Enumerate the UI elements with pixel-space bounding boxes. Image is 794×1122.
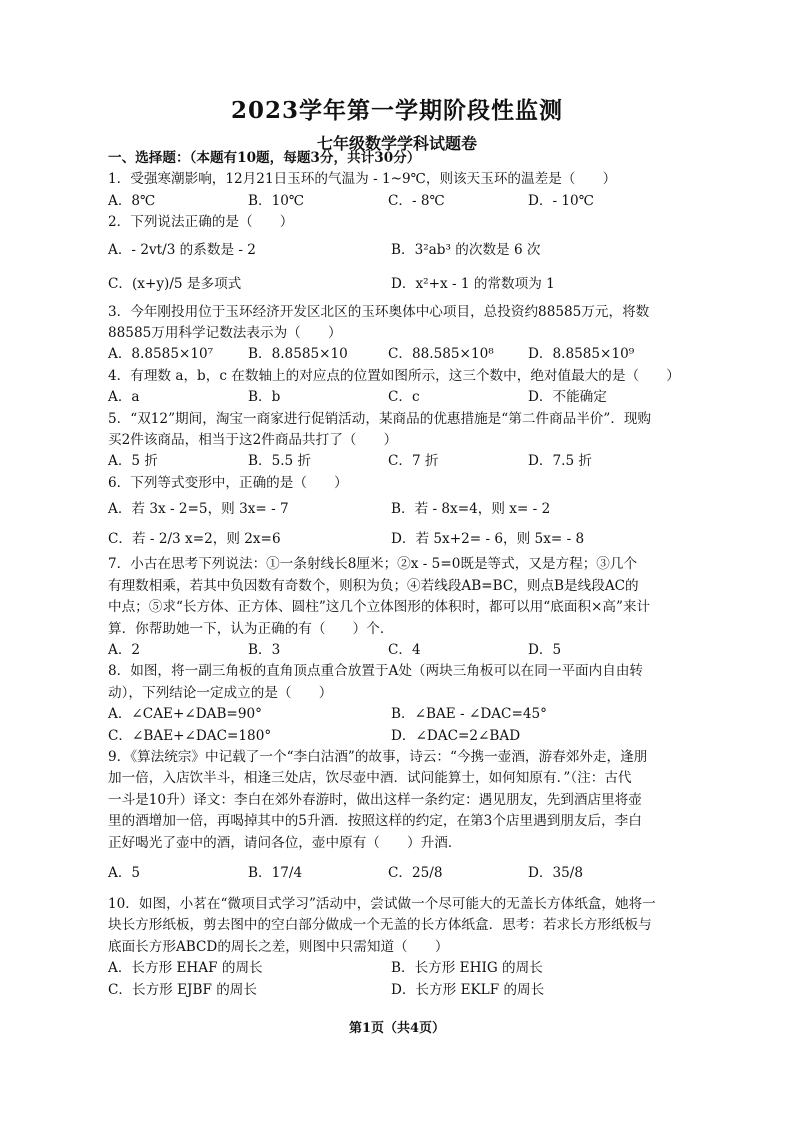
question-1-options <box>108 191 698 212</box>
option-b: B．17/4 <box>248 865 303 882</box>
option-a: A．5 折 <box>108 453 158 470</box>
option-d: D．∠DAC=2∠BAD <box>391 727 521 744</box>
question-7-options <box>108 640 698 661</box>
page-footer: 第1页（共4页） <box>348 1021 446 1036</box>
question-9-line-2: 加一倍，入店饮半斗，相逢三处店，饮尽壶中酒．试问能算士，如何知原有．”（注：古代 <box>108 770 632 787</box>
question-10-line-2: 块长方形纸板，剪去图中的空白部分做成一个无盖的长方体纸盒．思考：若求长方形纸板与 <box>108 917 652 934</box>
option-d: D．长方形 EKLF 的周长 <box>391 981 545 998</box>
question-10-options-row2 <box>108 980 698 1001</box>
option-a: A．a <box>108 389 140 406</box>
option-c: C．25/8 <box>388 865 443 882</box>
question-2-options-row1 <box>108 234 698 268</box>
option-b: B．若 - 8x=4，则 x= - 2 <box>391 500 551 517</box>
question-3-line-1: 3．今年刚投用位于玉环经济开发区北区的玉环奥体中心项目，总投资约88585万元，将数 <box>108 303 650 320</box>
question-9-line-5: 正好喝光了壶中的酒，请问各位，壶中原有（ ）升酒． <box>108 834 462 851</box>
option-c: C．88.585×10⁸ <box>388 346 494 363</box>
option-d: D．- 10℃ <box>528 192 594 209</box>
question-4-stem: 4．有理数 a，b，c 在数轴上的对应点的位置如图所示，这三个数中，绝对值最大的是（ ） <box>108 367 680 384</box>
option-c: C．长方形 EJBF 的周长 <box>108 981 257 998</box>
option-b: B．∠BAE - ∠DAC=45° <box>391 706 547 723</box>
question-7-line-1: 7．小古在思考下列说法：①一条射线长8厘米；②x - 5=0既是等式，又是方程；③几个 <box>108 556 638 573</box>
option-c: C．- 8℃ <box>388 192 445 209</box>
option-c: C．若 - 2/3 x=2，则 2x=6 <box>108 530 281 547</box>
question-1-stem: 1．受强寒潮影响，12月21日玉环的气温为 - 1~9℃，则该天玉环的温差是（ ） <box>108 171 617 188</box>
option-c: C．(x+y)/5 是多项式 <box>108 275 242 292</box>
option-d: D．5 <box>528 641 562 658</box>
question-6-options-row1 <box>108 494 698 524</box>
option-b: B．长方形 EHIG 的周长 <box>391 960 543 977</box>
option-b: B．5.5 折 <box>248 453 312 470</box>
question-8-options-row1 <box>108 704 698 725</box>
option-d: D．8.8585×10⁹ <box>528 346 635 363</box>
option-a: A．5 <box>108 865 141 882</box>
option-b: B．8.8585×10 <box>248 346 348 363</box>
question-2-stem: 2．下列说法正确的是（ ） <box>108 214 294 231</box>
option-a: A．- 2vt/3 的系数是 - 2 <box>108 241 256 258</box>
option-b: B．10℃ <box>248 192 305 209</box>
question-8-line-1: 8．如图，将一副三角板的直角顶点重合放置于A处（两块三角板可以在同一平面内自由转 <box>108 663 644 680</box>
question-9-line-3: 一斗是10升）译文：李白在郊外春游时，做出这样一条约定：遇见朋友，先到酒店里将壶 <box>108 791 642 808</box>
question-6-options-row2 <box>108 524 698 554</box>
question-5-options <box>108 451 698 472</box>
question-10-options-row1 <box>108 958 698 979</box>
option-a: A．8.8585×10⁷ <box>108 346 214 363</box>
option-c: C．∠BAE+∠DAC=180° <box>108 727 272 744</box>
option-d: D．35/8 <box>528 865 584 882</box>
option-c: C．7 折 <box>388 453 439 470</box>
option-d: D．若 5x+2= - 6，则 5x= - 8 <box>391 530 585 547</box>
question-9-options <box>108 854 698 894</box>
question-7-line-3: 中点；⑤求“长方体、正方体、圆柱”这几个立体图形的体积时，都可以用“底面积×高”来计 <box>108 599 651 616</box>
question-3-line-2: 88585万用科学记数法表示为（ ） <box>108 325 342 342</box>
question-9-line-1: 9．《算法统宗》中记载了一个“李白沽酒”的故事，诗云：“今携一壶酒，游春郊外走，逢朋 <box>108 748 648 765</box>
option-d: D．不能确定 <box>528 389 607 406</box>
question-5-line-1: 5．“双12”期间，淘宝一商家进行促销活动，某商品的优惠措施是“第二件商品半价”．现购 <box>108 410 652 427</box>
page-subtitle: 七年级数学学科试题卷 <box>316 134 477 153</box>
section-heading: 一、选择题：（本题有10题，每题3分，共计30分） <box>108 150 421 166</box>
question-8-options-row2 <box>108 726 698 747</box>
question-8-line-2: 动），下列结论一定成立的是（ ） <box>108 684 333 701</box>
question-10-line-3: 底面长方形ABCD的周长之差，则图中只需知道（ ） <box>108 938 449 955</box>
option-b: B．3 <box>248 641 281 658</box>
question-4-options <box>108 387 698 408</box>
option-c: C．c <box>388 389 420 406</box>
question-2-options-row2 <box>108 268 698 302</box>
option-a: A．2 <box>108 641 141 658</box>
option-a: A．8℃ <box>108 192 156 209</box>
question-5-line-2: 买2件该商品，相当于这2件商品共打了（ ） <box>108 432 398 449</box>
question-7-line-4: 算．你帮助她一下，认为正确的有（ ）个． <box>108 620 394 637</box>
option-b: B．3²ab³ 的次数是 6 次 <box>391 241 541 258</box>
option-a: A．长方形 EHAF 的周长 <box>108 960 263 977</box>
question-9-line-4: 里的酒增加一倍，再喝掉其中的5升酒．按照这样的约定，在第3个店里遇到朋友后，李白 <box>108 813 642 830</box>
question-7-line-2: 有理数相乘，若其中负因数有奇数个，则积为负；④若线段AB=BC，则点B是线段AC的 <box>108 577 639 594</box>
page-title: 2023学年第一学期阶段性监测 <box>230 97 563 124</box>
option-a: A．∠CAE+∠DAB=90° <box>108 706 262 723</box>
option-b: B．b <box>248 389 281 406</box>
option-d: D．x²+x - 1 的常数项为 1 <box>391 275 555 292</box>
option-c: C．4 <box>388 641 421 658</box>
option-d: D．7.5 折 <box>528 453 593 470</box>
question-3-options <box>108 344 698 365</box>
question-6-stem: 6．下列等式变形中，正确的是（ ） <box>108 474 348 491</box>
question-10-line-1: 10．如图，小茗在“微项目式学习”活动中，尝试做一个尽可能大的无盖长方体纸盒，她将一 <box>108 895 656 912</box>
question-list <box>108 148 698 1001</box>
option-a: A．若 3x - 2=5，则 3x= - 7 <box>108 500 289 517</box>
